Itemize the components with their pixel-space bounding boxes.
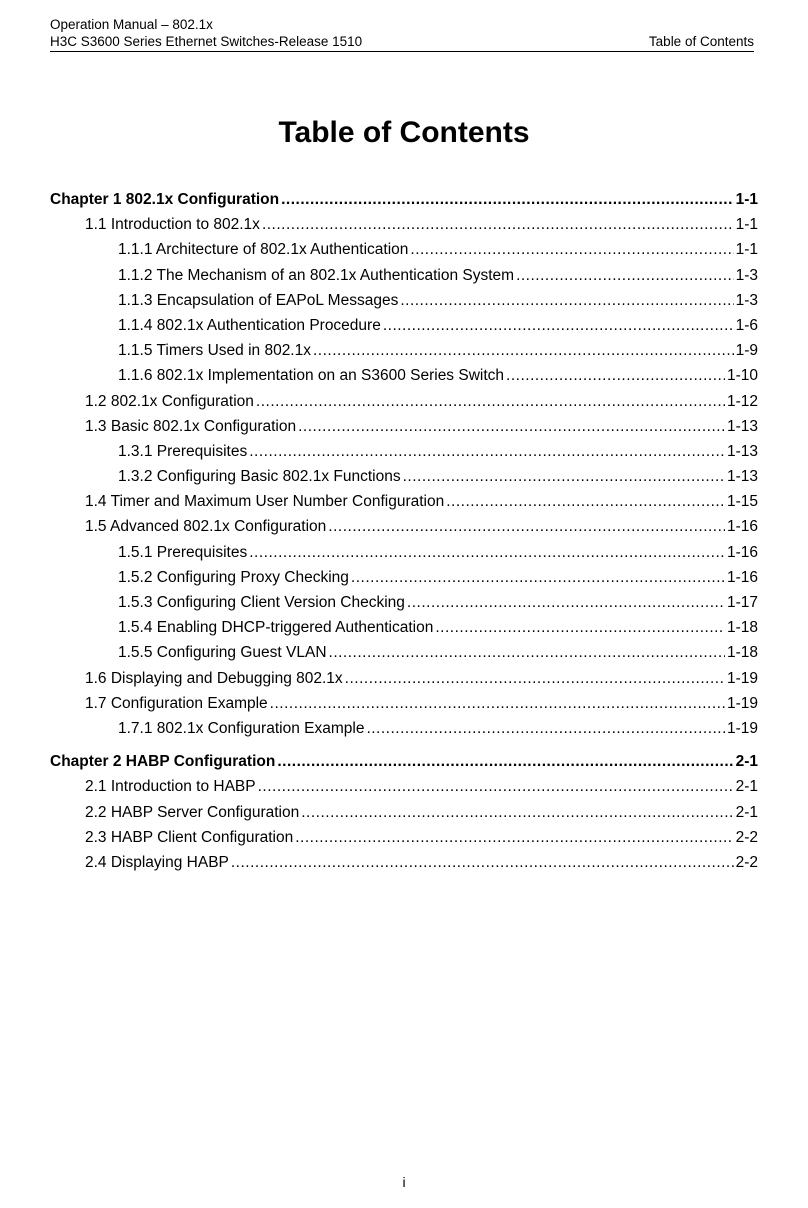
toc-entry-page: 1-16 — [726, 568, 758, 586]
toc-leader-dots — [277, 749, 733, 774]
toc-entry-label: 1.6 Displaying and Debugging 802.1x — [85, 669, 343, 687]
toc-entry-section[interactable] — [50, 212, 758, 237]
toc-leader-dots — [506, 363, 725, 388]
toc-leader-dots — [298, 414, 725, 439]
toc-entry-section[interactable] — [50, 774, 758, 799]
toc-leader-dots — [256, 389, 725, 414]
toc-entry-page: 1-15 — [726, 493, 758, 511]
toc-leader-dots — [231, 850, 734, 875]
toc-leader-dots — [258, 774, 734, 799]
toc-entry-label: Chapter 1 802.1x Configuration — [50, 191, 280, 208]
toc-entry-section[interactable] — [50, 691, 758, 716]
toc-entry-subsection[interactable] — [50, 640, 758, 665]
toc-entry-label: 1.4 Timer and Maximum User Number Configuration — [85, 493, 445, 511]
toc-leader-dots — [329, 640, 725, 665]
toc-entry-page: 1-19 — [726, 669, 758, 687]
toc-entry-page: 1-3 — [735, 291, 758, 309]
toc-leader-dots — [328, 514, 725, 539]
toc-entry-page: 1-1 — [735, 191, 758, 208]
toc-entry-page: 1-12 — [726, 392, 758, 410]
toc-entry-subsection[interactable] — [50, 288, 758, 313]
toc-entry-label: 1.1.4 802.1x Authentication Procedure — [118, 316, 381, 334]
toc-leader-dots — [270, 691, 725, 716]
toc-entry-label: 1.1.3 Encapsulation of EAPoL Messages — [118, 291, 399, 309]
toc-entry-label: 1.3.1 Prerequisites — [118, 442, 248, 460]
toc-entry-section[interactable] — [50, 800, 758, 825]
toc-entry-page: 2-1 — [735, 778, 758, 796]
page-number: i — [402, 1174, 406, 1190]
toc-entry-page: 1-6 — [735, 316, 758, 334]
toc-entry-subsection[interactable] — [50, 590, 758, 615]
toc-entry-section[interactable] — [50, 514, 758, 539]
toc-leader-dots — [249, 540, 725, 565]
toc-entry-chapter[interactable] — [50, 749, 758, 774]
toc-leader-dots — [407, 590, 725, 615]
toc-entry-subsection[interactable] — [50, 540, 758, 565]
toc-leader-dots — [403, 464, 725, 489]
toc-entry-label: 1.5.1 Prerequisites — [118, 543, 248, 561]
page-title: Table of Contents — [278, 116, 530, 149]
toc-leader-dots — [295, 825, 733, 850]
toc-entry-chapter[interactable] — [50, 187, 758, 212]
toc-entry-label: Chapter 2 HABP Configuration — [50, 753, 276, 771]
toc-entry-label: 2.4 Displaying HABP — [85, 853, 229, 871]
toc-entry-label: 1.3.2 Configuring Basic 802.1x Functions — [118, 468, 401, 486]
toc-leader-dots — [366, 716, 725, 741]
toc-leader-dots — [249, 439, 725, 464]
toc-entry-page: 1-9 — [735, 342, 758, 360]
toc-entry-label: 1.5.3 Configuring Client Version Checking — [118, 594, 405, 611]
toc-leader-dots — [345, 666, 725, 691]
toc-leader-dots — [516, 263, 734, 288]
toc-entry-label: 1.2 802.1x Configuration — [85, 392, 254, 410]
toc-leader-dots — [446, 489, 725, 514]
toc-entry-page: 1-19 — [726, 719, 758, 737]
toc-entry-section[interactable] — [50, 414, 758, 439]
toc-entry-page: 1-13 — [726, 468, 758, 486]
toc-leader-dots — [281, 187, 733, 212]
toc-entry-subsection[interactable] — [50, 439, 758, 464]
toc-entry-subsection[interactable] — [50, 263, 758, 288]
toc-entry-section[interactable] — [50, 489, 758, 514]
toc-entry-label: 1.5.2 Configuring Proxy Checking — [118, 568, 349, 586]
toc-entry-label: 2.2 HABP Server Configuration — [85, 803, 300, 821]
page-header — [50, 16, 754, 52]
toc-entry-section[interactable] — [50, 389, 758, 414]
toc-entry-label: 1.1.6 802.1x Implementation on an S3600 Series Switch — [118, 367, 505, 385]
toc-entry-page: 1-13 — [726, 417, 758, 435]
toc-entry-label: 1.1.2 The Mechanism of an 802.1x Authentication System — [118, 266, 515, 284]
toc-entry-label: 2.1 Introduction to HABP — [85, 778, 256, 796]
toc-entry-page: 2-2 — [735, 853, 758, 871]
toc-entry-subsection[interactable] — [50, 464, 758, 489]
toc-entry-page: 1-3 — [735, 266, 758, 284]
toc-entry-subsection[interactable] — [50, 363, 758, 388]
toc-entry-section[interactable] — [50, 666, 758, 691]
header-product: H3C S3600 Series Ethernet Switches-Release 1510 — [50, 34, 363, 49]
toc-leader-dots — [410, 237, 733, 262]
toc-entry-label: 1.3 Basic 802.1x Configuration — [85, 417, 297, 435]
toc-leader-dots — [400, 288, 733, 313]
toc-entry-label: 1.5.5 Configuring Guest VLAN — [118, 644, 327, 662]
toc-entry-label: 1.5 Advanced 802.1x Configuration — [85, 518, 327, 536]
toc-entry-page: 1-10 — [726, 367, 758, 385]
toc-entry-page: 1-1 — [735, 241, 758, 259]
toc-entry-page: 1-16 — [726, 518, 758, 536]
toc-entry-page: 2-1 — [735, 803, 758, 821]
toc-entry-page: 1-19 — [726, 694, 758, 712]
toc-entry-section[interactable] — [50, 850, 758, 875]
toc-entry-subsection[interactable] — [50, 237, 758, 262]
toc-entry-label: 1.5.4 Enabling DHCP-triggered Authentication — [118, 619, 434, 637]
toc-entry-page: 2-2 — [735, 828, 758, 846]
toc-entry-subsection[interactable] — [50, 615, 758, 640]
toc-entry-label: 1.1 Introduction to 802.1x — [85, 216, 260, 234]
toc-entry-page: 1-18 — [726, 619, 758, 637]
toc-entry-page: 2-1 — [735, 753, 758, 771]
toc-leader-dots — [301, 800, 733, 825]
toc-entry-subsection[interactable] — [50, 338, 758, 363]
header-manual-title: Operation Manual – 802.1x — [50, 17, 213, 32]
toc-entry-page: 1-16 — [726, 543, 758, 561]
toc-entry-label: 1.1.5 Timers Used in 802.1x — [118, 342, 311, 360]
toc-leader-dots — [262, 212, 734, 237]
header-line2 — [50, 33, 754, 52]
toc-entry-page: 1-1 — [735, 216, 758, 234]
toc-entry-label: 1.7 Configuration Example — [85, 694, 268, 712]
toc-leader-dots — [435, 615, 725, 640]
toc-entry-subsection[interactable] — [50, 313, 758, 338]
toc-entry-page: 1-18 — [726, 644, 758, 662]
toc-entry-label: 1.1.1 Architecture of 802.1x Authentication — [118, 241, 409, 259]
toc-entry-subsection[interactable] — [50, 565, 758, 590]
toc-leader-dots — [351, 565, 725, 590]
toc-entry-label: 2.3 HABP Client Configuration — [85, 828, 294, 846]
toc-entry-subsection[interactable] — [50, 716, 758, 741]
toc-entry-page: 1-13 — [726, 442, 758, 460]
table-of-contents — [50, 187, 758, 875]
toc-entry-label: 1.7.1 802.1x Configuration Example — [118, 719, 365, 737]
toc-leader-dots — [313, 338, 734, 363]
toc-entry-section[interactable] — [50, 825, 758, 850]
toc-entry-page: 1-17 — [726, 594, 758, 611]
header-section: Table of Contents — [648, 34, 754, 49]
toc-leader-dots — [383, 313, 734, 338]
